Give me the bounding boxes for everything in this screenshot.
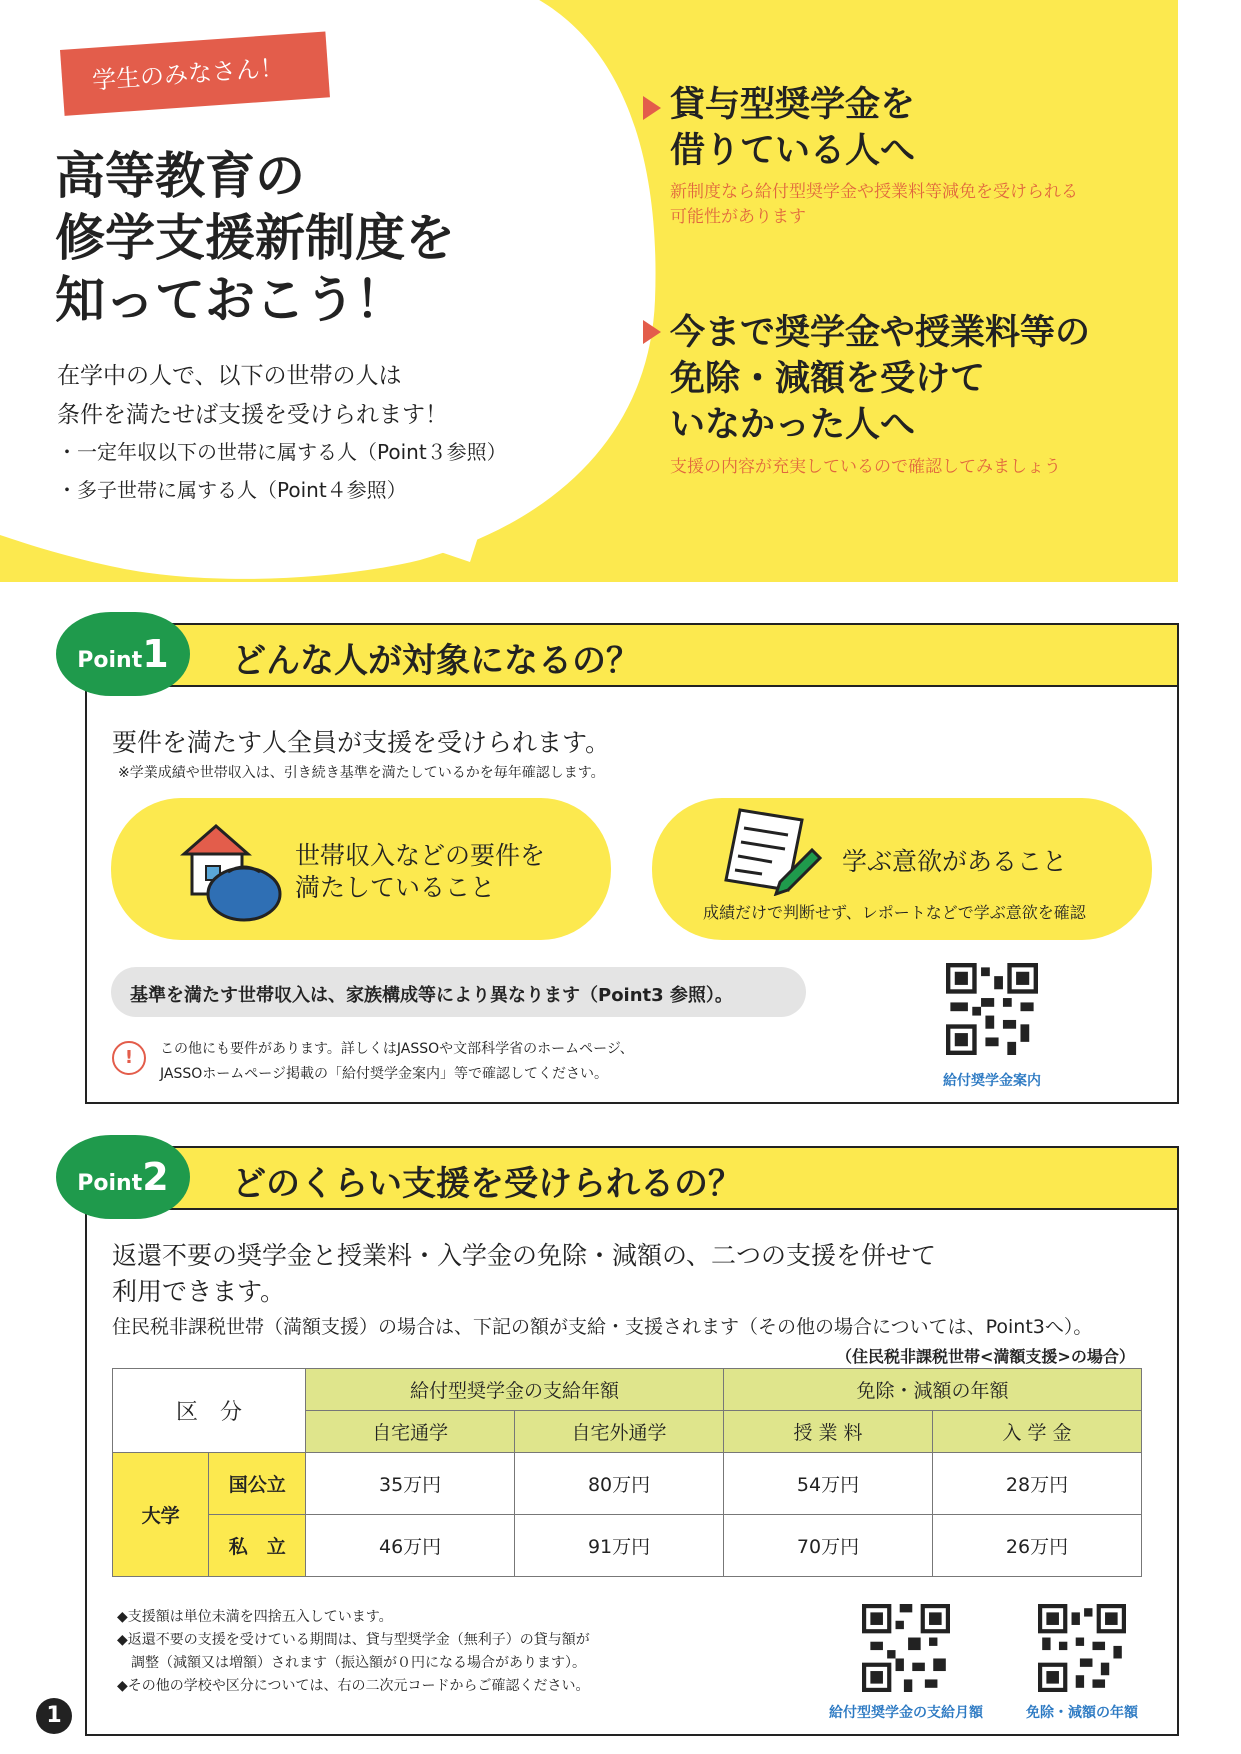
other-requirements-line-2: JASSOホームページ掲載の「給付奨学金案内」等で確認してください。 xyxy=(160,1066,608,1082)
other-requirements-line-1: この他にも要件があります。詳しくはJASSOや文部科学省のホームページ、 xyxy=(160,1041,634,1057)
qr-code-scholarship-guide[interactable] xyxy=(946,963,1038,1055)
audience-tag-label: 学生のみなさん！ xyxy=(91,53,285,95)
new-applicants-note: 支援の内容が充実しているので確認してみましょう xyxy=(670,457,1061,477)
qr-caption-monthly-amount: 給付型奨学金の支給月額 xyxy=(829,1705,983,1721)
point2-lead-1: 返還不要の奨学金と授業料・入学金の免除・減額の、二つの支援を併せて xyxy=(112,1241,937,1270)
report-pencil-icon xyxy=(722,806,822,896)
qr-caption-scholarship-guide: 給付奨学金案内 xyxy=(943,1073,1041,1089)
header-admission-fee: 入 学 金 xyxy=(933,1411,1142,1453)
row-group-university: 大学 xyxy=(113,1453,209,1577)
triangle-marker-icon xyxy=(643,320,661,344)
row-label-public: 国公立 xyxy=(209,1453,306,1515)
qr-code-monthly-amount[interactable] xyxy=(862,1604,950,1692)
note-other-schools: ◆その他の学校や区分については、右の二次元コードからご確認ください。 xyxy=(117,1678,590,1694)
intro-line-2: 条件を満たせば支援を受けられます！ xyxy=(57,402,448,428)
point2-badge-number: 2 xyxy=(142,1155,169,1199)
cell-private-away: 91万円 xyxy=(515,1515,724,1577)
point2-badge-word: Point xyxy=(77,1171,143,1196)
triangle-marker-icon xyxy=(643,96,661,120)
page-number: 1 xyxy=(36,1698,72,1734)
motivation-requirement-sub: 成績だけで判断せず、レポートなどで学ぶ意欲を確認 xyxy=(703,903,1086,922)
row-label-private: 私 立 xyxy=(209,1515,306,1577)
header-commute-home: 自宅通学 xyxy=(306,1411,515,1453)
header-exemption-annual: 免除・減額の年額 xyxy=(724,1369,1142,1411)
income-requirement-text: 世帯収入などの要件を 満たしていること xyxy=(295,841,546,902)
point1-note: ※学業成績や世帯収入は、引き続き基準を満たしているかを毎年確認します。 xyxy=(118,765,605,781)
loan-students-note: 新制度なら給付型奨学金や授業料等減免を受けられる 可能性があります xyxy=(670,182,1078,227)
cell-private-commute: 46万円 xyxy=(306,1515,515,1577)
house-wallet-icon xyxy=(176,818,286,922)
main-title: 高等教育の 修学支援新制度を 知っておこう！ xyxy=(55,147,455,329)
point1-heading: どんな人が対象になるの？ xyxy=(232,641,640,681)
note-rounding: ◆支援額は単位未満を四捨五入しています。 xyxy=(117,1609,393,1625)
header-away-from-home: 自宅外通学 xyxy=(515,1411,724,1453)
qr-caption-exemption-amount: 免除・減額の年額 xyxy=(1026,1705,1138,1721)
cell-private-tuition: 70万円 xyxy=(724,1515,933,1577)
cell-public-admission: 28万円 xyxy=(933,1453,1142,1515)
point1-badge-number: 1 xyxy=(142,632,169,676)
header-scholarship-annual: 給付型奨学金の支給年額 xyxy=(306,1369,724,1411)
support-amount-table xyxy=(112,1368,1142,1577)
cell-public-tuition: 54万円 xyxy=(724,1453,933,1515)
note-loan-adjust-2: 調整（減額又は増額）されます（振込額が０円になる場合があります）。 xyxy=(117,1655,586,1671)
point1-badge xyxy=(56,612,190,696)
loan-students-heading: 貸与型奨学金を 借りている人へ xyxy=(670,85,916,171)
warning-icon: ! xyxy=(112,1041,146,1075)
new-applicants-heading: 今まで奨学金や授業料等の 免除・減額を受けて いなかった人へ xyxy=(670,313,1091,445)
point2-lead-2: 利用できます。 xyxy=(112,1277,286,1306)
header-tuition: 授 業 料 xyxy=(724,1411,933,1453)
cell-public-commute: 35万円 xyxy=(306,1453,515,1515)
cell-private-admission: 26万円 xyxy=(933,1515,1142,1577)
header-category: 区 分 xyxy=(113,1369,306,1453)
income-varies-text: 基準を満たす世帯収入は、家族構成等により異なります（Point3 参照）。 xyxy=(130,985,733,1006)
motivation-requirement-title: 学ぶ意欲があること xyxy=(842,847,1068,876)
intro-line-1: 在学中の人で、以下の世帯の人は xyxy=(57,363,402,389)
point2-badge xyxy=(56,1135,190,1219)
note-loan-adjust-1: ◆返還不要の支援を受けている期間は、貸与型奨学金（無利子）の貸与額が xyxy=(117,1632,590,1648)
bullet-multi-child: ・多子世帯に属する人（Point４参照） xyxy=(57,478,407,502)
point1-lead: 要件を満たす人全員が支援を受けられます。 xyxy=(112,728,611,757)
bullet-income: ・一定年収以下の世帯に属する人（Point３参照） xyxy=(57,440,507,464)
qr-code-exemption-amount[interactable] xyxy=(1038,1604,1126,1692)
point2-sub: 住民税非課税世帯（満額支援）の場合は、下記の額が支給・支援されます（その他の場合については、Point3へ）。 xyxy=(112,1316,1093,1338)
point1-badge-word: Point xyxy=(77,648,143,673)
table-caption: （住民税非課税世帯<満額支援>の場合） xyxy=(836,1347,1135,1366)
cell-public-away: 80万円 xyxy=(515,1453,724,1515)
point2-heading: どのくらい支援を受けられるの？ xyxy=(232,1164,742,1204)
